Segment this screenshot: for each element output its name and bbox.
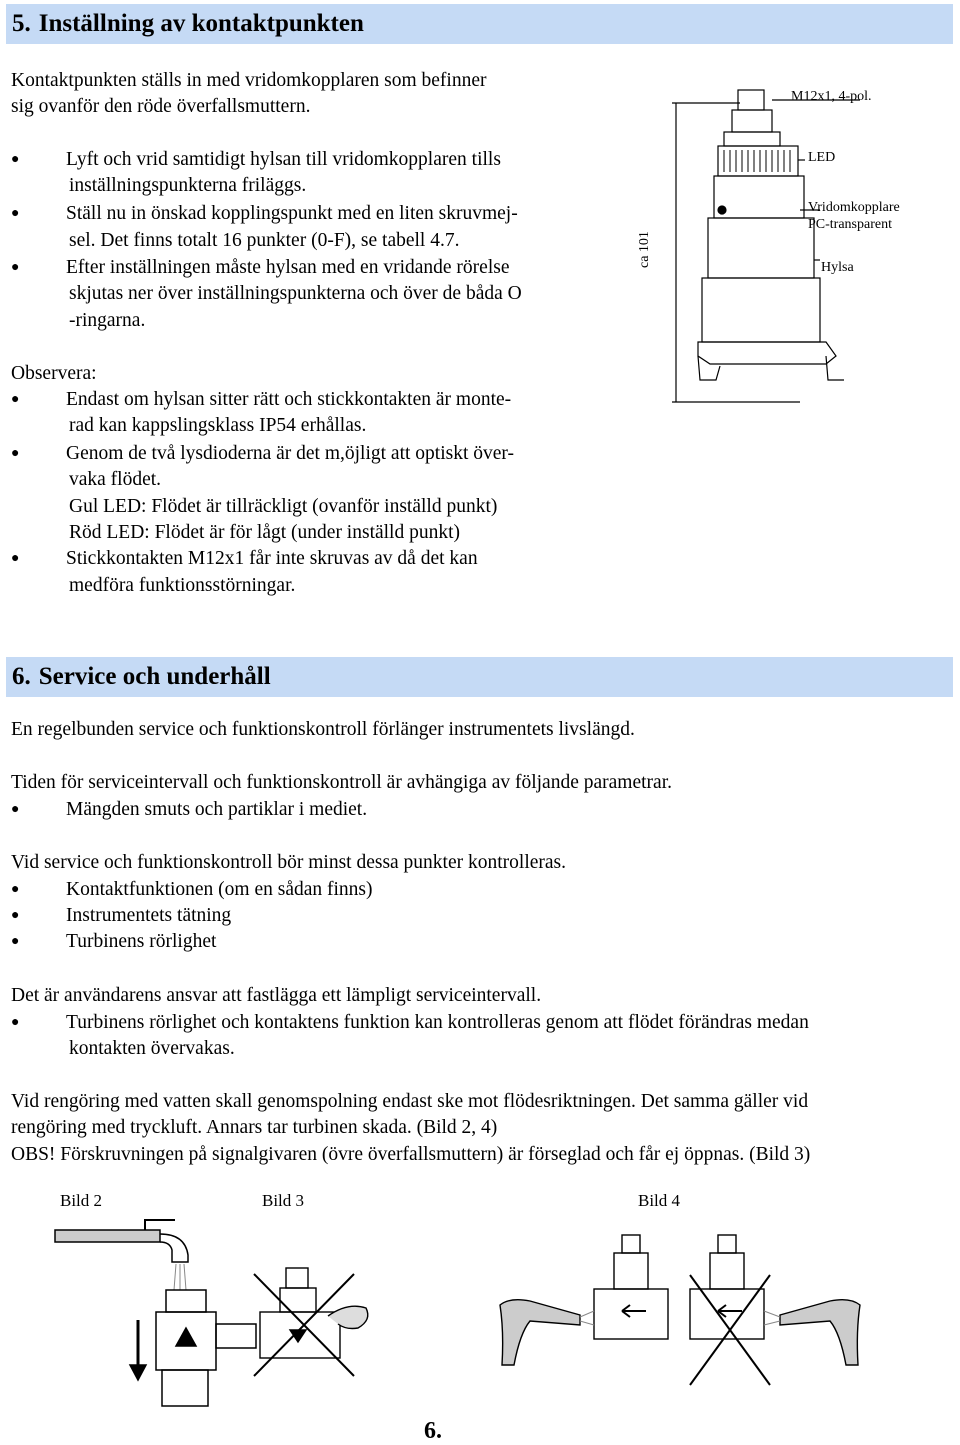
diagram-label-m12: M12x1, 4-pol.: [791, 89, 872, 104]
intro-line-2: sig ovanför den röde överfallsmuttern.: [11, 96, 311, 117]
bullet-icon: ●: [11, 260, 20, 275]
list-item-text: vaka flödet.: [69, 469, 162, 490]
paragraph: Det är användarens ansvar att fastlägga ett lämpligt serviceintervall.: [11, 985, 542, 1006]
page-number: 6.: [424, 1418, 442, 1444]
sensor-diagram: [650, 80, 950, 420]
list-item-text: Turbinens rörlighet: [66, 931, 217, 952]
observe-label: Observera:: [11, 363, 97, 384]
list-item-text: Stickkontakten M12x1 får inte skruvas av då det kan: [66, 548, 478, 569]
bullet-icon: ●: [11, 802, 20, 817]
list-item-text: Endast om hylsan sitter rätt och stickkontakten är monte-: [66, 389, 512, 410]
paragraph: OBS! Förskruvningen på signalgivaren (övre överfallsmuttern) är förseglad och får ej öppnas. (Bild 3): [11, 1144, 811, 1165]
paragraph: En regelbunden service och funktionskontroll förlänger instrumentets livslängd.: [11, 719, 635, 740]
section-title: Service och underhåll: [38, 663, 271, 690]
diagram-label-pc: PC-transparent: [808, 217, 892, 232]
bullet-icon: ●: [11, 551, 20, 566]
list-item-text: Turbinens rörlighet och kontaktens funktion kan kontrolleras genom att flödet förändras medan: [66, 1012, 809, 1033]
bullet-icon: ●: [11, 908, 20, 923]
list-item-text: skjutas ner över inställningspunkterna och över de båda O: [69, 283, 522, 304]
bullet-icon: ●: [11, 206, 20, 221]
figure-label-bild-3: Bild 3: [262, 1191, 305, 1210]
list-item-text: Efter inställningen måste hylsan med en vridande rörelse: [66, 257, 510, 278]
section-6-heading: [6, 657, 953, 697]
bullet-icon: ●: [11, 152, 20, 167]
led-red-text: Röd LED: Flödet är för lågt (under inställd punkt): [69, 522, 461, 543]
paragraph: Vid rengöring med vatten skall genomspolning endast ske mot flödesriktningen. Det samma gäller vid: [11, 1091, 809, 1112]
list-item-text: medföra funktionsstörningar.: [69, 575, 296, 596]
figure-label-bild-4: Bild 4: [638, 1191, 681, 1210]
air-flush-illustration: [490, 1235, 870, 1415]
list-item-text: rad kan kappslingsklass IP54 erhållas.: [69, 415, 367, 436]
faucet-flush-illustration: [50, 1220, 250, 1410]
figure-label-bild-2: Bild 2: [60, 1191, 103, 1210]
no-open-fitting-illustration: [250, 1268, 380, 1378]
list-item-text: Genom de två lysdioderna är det m,öjligt att optiskt över-: [66, 443, 515, 464]
section-title: Inställning av kontaktpunkten: [38, 10, 364, 37]
list-item-text: Mängden smuts och partiklar i mediet.: [66, 799, 368, 820]
list-item-text: kontakten övervakas.: [69, 1038, 235, 1059]
list-item-text: sel. Det finns totalt 16 punkter (0-F), se tabell 4.7.: [69, 230, 460, 251]
section-5-heading: [6, 4, 953, 44]
bullet-icon: ●: [11, 392, 20, 407]
bullet-icon: ●: [11, 1015, 20, 1030]
intro-line-1: Kontaktpunkten ställs in med vridomkopplaren som befinner: [11, 70, 487, 91]
bullet-icon: ●: [11, 446, 20, 461]
bullet-icon: ●: [11, 934, 20, 949]
diagram-label-dimension: ca 101: [637, 231, 652, 268]
list-item-text: Lyft och vrid samtidigt hylsan till vridomkopplaren tills: [66, 149, 501, 170]
list-item-text: Ställ nu in önskad kopplingspunkt med en liten skruvmej-: [66, 203, 518, 224]
diagram-label-hylsa: Hylsa: [821, 260, 854, 275]
paragraph: Tiden för serviceintervall och funktionskontroll är avhängiga av följande parametrar.: [11, 772, 672, 793]
diagram-label-led: LED: [808, 150, 836, 165]
list-item-text: Kontaktfunktionen (om en sådan finns): [66, 879, 373, 900]
section-number: 5.: [12, 10, 31, 37]
bullet-icon: ●: [11, 882, 20, 897]
section-number: 6.: [12, 663, 31, 690]
list-item-text: Instrumentets tätning: [66, 905, 232, 926]
diagram-label-switch: Vridomkopplare: [808, 200, 900, 215]
paragraph: rengöring med tryckluft. Annars tar turbinen skada. (Bild 2, 4): [11, 1117, 498, 1138]
paragraph: Vid service och funktionskontroll bör minst dessa punkter kontrolleras.: [11, 852, 567, 873]
led-yellow-text: Gul LED: Flödet är tillräckligt (ovanför inställd punkt): [69, 496, 498, 517]
list-item-text: inställningspunkterna friläggs.: [69, 175, 307, 196]
list-item-text: -ringarna.: [69, 310, 146, 331]
